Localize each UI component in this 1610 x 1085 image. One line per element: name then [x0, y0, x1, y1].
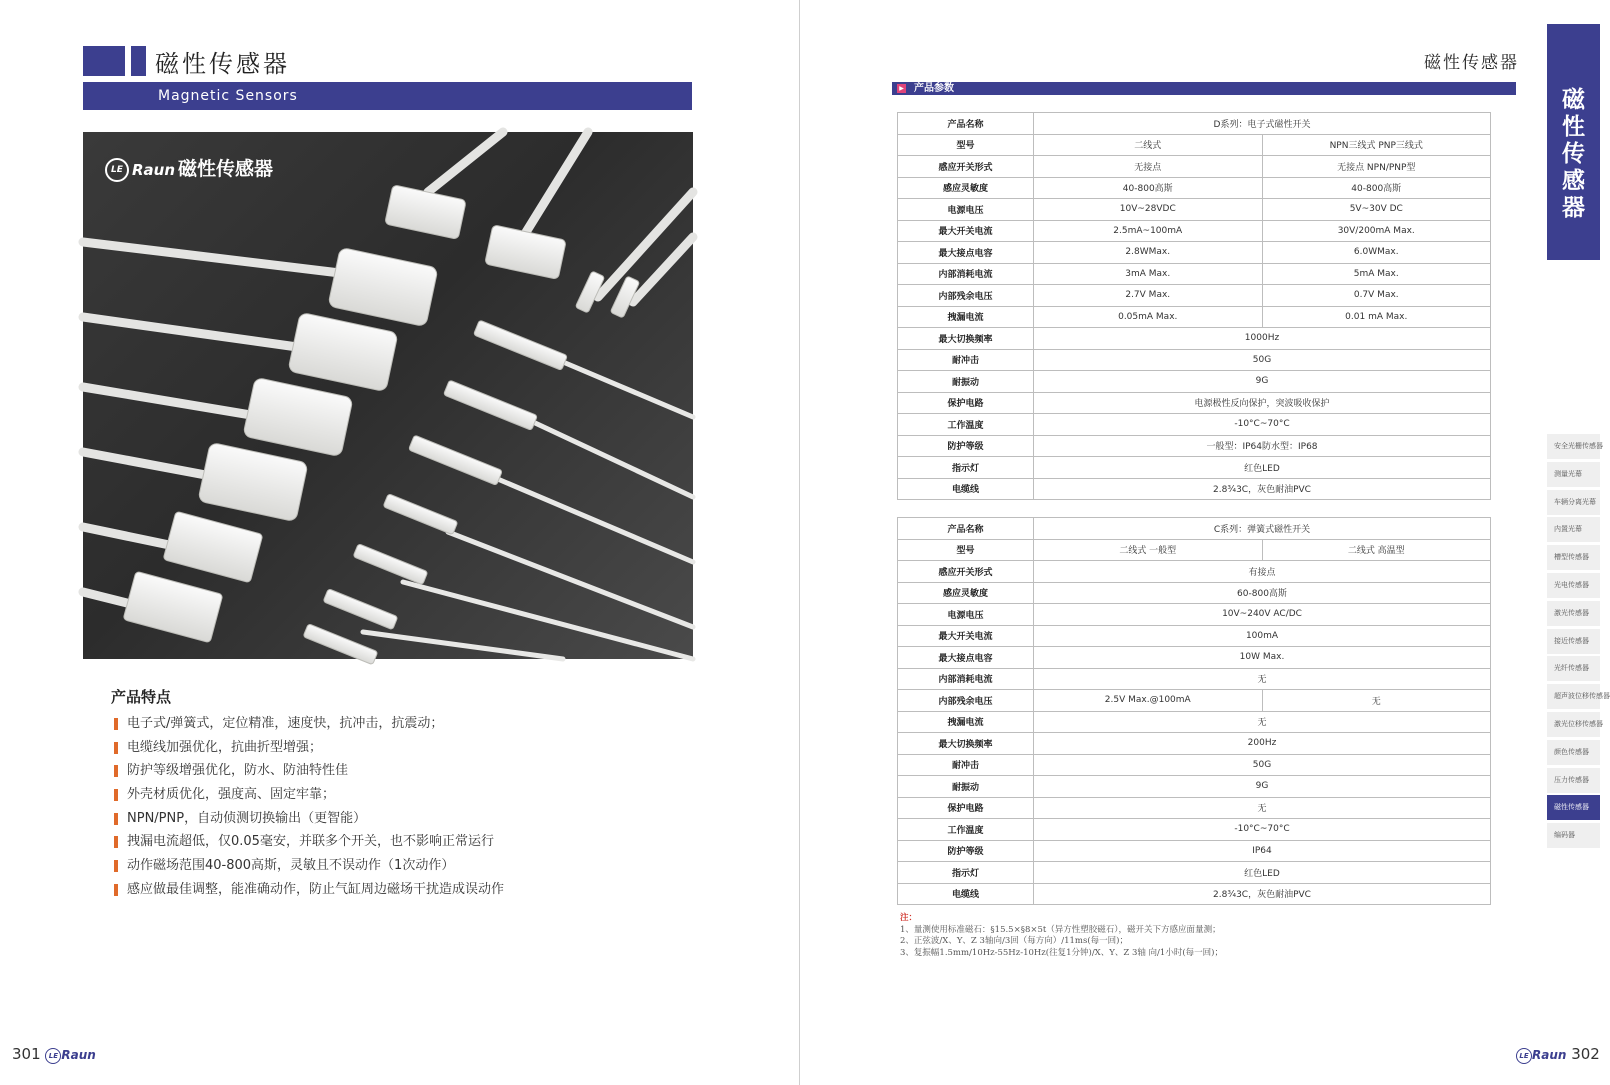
spec-key: 耐振动 [898, 776, 1034, 798]
brand-mark-icon: LE [1516, 1048, 1532, 1064]
spec-value: 二线式 一般型 [1034, 539, 1263, 561]
spec-key: 感应灵敏度 [898, 582, 1034, 604]
spec-value: IP64 [1034, 840, 1491, 862]
spec-row [898, 392, 1491, 414]
page-number-left [12, 1045, 96, 1064]
side-nav-item[interactable]: 颜色传感器 [1547, 740, 1600, 765]
spec-key: 内部残余电压 [898, 690, 1034, 712]
brand-name: Raun [132, 161, 176, 179]
spec-row [898, 797, 1491, 819]
spec-row [898, 414, 1491, 436]
note-line: 1、量测使用标准磁石：§15.5×§8×5t（异方性塑胶磁石），磁开关下方感应面量测； [900, 924, 1221, 935]
spec-row [898, 199, 1491, 221]
spec-value: 2.8¾3C，灰色耐油PVC [1034, 478, 1491, 500]
side-category-char: 传 [1562, 141, 1585, 167]
spec-value: 10V~28VDC [1034, 199, 1263, 221]
side-category-char: 感 [1562, 168, 1585, 194]
feature-item: 外壳材质优化，强度高、固定牢靠； [111, 783, 504, 807]
page-number: 301 [12, 1045, 41, 1063]
title-accent-block [83, 46, 125, 76]
spec-value: 2.7V Max. [1034, 285, 1263, 307]
spec-value: 9G [1034, 371, 1491, 393]
side-category-tab [1547, 24, 1600, 260]
spec-row [898, 177, 1491, 199]
spec-key: 最大开关电流 [898, 625, 1034, 647]
side-nav-item[interactable]: 光电传感器 [1547, 573, 1600, 598]
side-category-char: 性 [1562, 114, 1585, 140]
page-title: 磁性传感器 [155, 50, 290, 78]
spec-row [898, 819, 1491, 841]
spec-key: 防护等级 [898, 435, 1034, 457]
spec-row [898, 134, 1491, 156]
feature-item: 电子式/弹簧式，定位精准，速度快，抗冲击，抗震动； [111, 712, 504, 736]
side-nav-item[interactable]: 光纤传感器 [1547, 656, 1600, 681]
spec-value: -10°C~70°C [1034, 819, 1491, 841]
spec-row [898, 328, 1491, 350]
spec-key: 工作温度 [898, 414, 1034, 436]
spec-value: 电源极性反向保护，突波吸收保护 [1034, 392, 1491, 414]
spec-value: 200Hz [1034, 733, 1491, 755]
spec-value: 有接点 [1034, 561, 1491, 583]
spec-value: 30V/200mA Max. [1262, 220, 1491, 242]
spec-key: 电缆线 [898, 883, 1034, 905]
sensor-photo-illustration [83, 132, 693, 659]
spec-key: 最大接点电容 [898, 242, 1034, 264]
footer-logo [1516, 1048, 1566, 1062]
spec-value: 1000Hz [1034, 328, 1491, 350]
feature-item: NPN/PNP，自动侦测切换输出（更智能） [111, 807, 504, 831]
spec-row [898, 435, 1491, 457]
spec-value: 0.7V Max. [1262, 285, 1491, 307]
spec-row [898, 539, 1491, 561]
spec-key: 感应开关形式 [898, 561, 1034, 583]
spec-value: 50G [1034, 349, 1491, 371]
spec-key: 工作温度 [898, 819, 1034, 841]
features-list [111, 712, 504, 902]
side-category-char: 磁 [1562, 87, 1585, 113]
spec-row [898, 625, 1491, 647]
spec-row [898, 776, 1491, 798]
spec-table-d-series [897, 112, 1491, 500]
spec-value: 无接点 [1034, 156, 1263, 178]
spec-row [898, 561, 1491, 583]
side-nav-item[interactable]: 压力传感器 [1547, 768, 1600, 793]
spec-value: 3mA Max. [1034, 263, 1263, 285]
spec-value: 5V~30V DC [1262, 199, 1491, 221]
brand-mark-icon: LE [105, 158, 129, 182]
spec-key: 拽漏电流 [898, 711, 1034, 733]
spec-value: 无接点 NPN/PNP型 [1262, 156, 1491, 178]
spec-key: 产品名称 [898, 518, 1034, 540]
spec-value: 2.5V Max.@100mA [1034, 690, 1263, 712]
spec-value: 二线式 [1034, 134, 1263, 156]
spec-key: 电源电压 [898, 199, 1034, 221]
spec-key: 内部消耗电流 [898, 263, 1034, 285]
spec-row [898, 285, 1491, 307]
spec-row [898, 840, 1491, 862]
spec-row [898, 582, 1491, 604]
spec-table-c-series [897, 517, 1491, 905]
photo-caption: 磁性传感器 [178, 158, 274, 180]
spec-row [898, 113, 1491, 135]
spec-value: 40-800高斯 [1034, 177, 1263, 199]
side-nav-item[interactable]: 接近传感器 [1547, 629, 1600, 654]
spec-key: 防护等级 [898, 840, 1034, 862]
section-banner [892, 82, 1516, 95]
page-subtitle: Magnetic Sensors [158, 88, 298, 104]
spec-row [898, 457, 1491, 479]
spec-key: 保护电路 [898, 797, 1034, 819]
side-nav-item[interactable]: 激光传感器 [1547, 601, 1600, 626]
feature-item: 动作磁场范围40-800高斯，灵敏且不误动作（1次动作） [111, 854, 504, 878]
spec-key: 内部残余电压 [898, 285, 1034, 307]
side-nav-item[interactable]: 编码器 [1547, 823, 1600, 848]
spec-key: 感应灵敏度 [898, 177, 1034, 199]
spec-value: NPN三线式 PNP三线式 [1262, 134, 1491, 156]
spec-key: 内部消耗电流 [898, 668, 1034, 690]
spec-value: 无 [1034, 668, 1491, 690]
spec-key: 感应开关形式 [898, 156, 1034, 178]
spec-key: 型号 [898, 539, 1034, 561]
side-nav-item[interactable]: 激光位移传感器 [1547, 712, 1600, 737]
side-nav-item[interactable]: 磁性传感器 [1547, 795, 1600, 820]
spec-row [898, 668, 1491, 690]
spec-value: 10W Max. [1034, 647, 1491, 669]
spec-value: 5mA Max. [1262, 263, 1491, 285]
spec-row [898, 349, 1491, 371]
side-nav-item[interactable]: 车辆分离光幕 [1547, 490, 1600, 515]
spec-value: -10°C~70°C [1034, 414, 1491, 436]
notes-title: 注： [900, 913, 918, 923]
spec-row [898, 862, 1491, 884]
spec-row [898, 156, 1491, 178]
spec-value: 2.8WMax. [1034, 242, 1263, 264]
spec-value: 一般型：IP64防水型：IP68 [1034, 435, 1491, 457]
spec-row [898, 371, 1491, 393]
spec-key: 最大切换频率 [898, 328, 1034, 350]
spec-row [898, 518, 1491, 540]
spec-key: 产品名称 [898, 113, 1034, 135]
spec-value: 100mA [1034, 625, 1491, 647]
spec-key: 最大接点电容 [898, 647, 1034, 669]
spec-row [898, 733, 1491, 755]
spec-key: 最大切换频率 [898, 733, 1034, 755]
spec-value: 0.01 mA Max. [1262, 306, 1491, 328]
brand-name: Raun [61, 1048, 96, 1062]
side-nav-item[interactable]: 槽型传感器 [1547, 545, 1600, 570]
note-line: 2、正弦波/X、Y、Z 3轴向/3回（每方向）/11ms(每一回)； [900, 936, 1128, 946]
spec-key: 电缆线 [898, 478, 1034, 500]
spec-row [898, 263, 1491, 285]
spec-value: 60-800高斯 [1034, 582, 1491, 604]
right-page-title: 磁性传感器 [1424, 53, 1519, 73]
spec-row [898, 306, 1491, 328]
spec-value: 6.0WMax. [1262, 242, 1491, 264]
spec-value: 50G [1034, 754, 1491, 776]
page-number-right [1516, 1045, 1600, 1064]
spec-key: 指示灯 [898, 457, 1034, 479]
spec-value: 9G [1034, 776, 1491, 798]
spec-value: 10V~240V AC/DC [1034, 604, 1491, 626]
side-category-char: 器 [1562, 195, 1585, 221]
product-photo [83, 132, 693, 659]
notes [900, 913, 1223, 959]
spec-value: 0.05mA Max. [1034, 306, 1263, 328]
spec-row [898, 604, 1491, 626]
spec-key: 型号 [898, 134, 1034, 156]
spec-value: 40-800高斯 [1262, 177, 1491, 199]
feature-item: 防护等级增强优化，防水、防油特性佳 [111, 759, 504, 783]
spec-value: 无 [1262, 690, 1491, 712]
feature-item: 感应做最佳调整，能准确动作，防止气缸周边磁场干扰造成误动作 [111, 878, 504, 902]
side-nav-item[interactable]: 安全光栅传感器 [1547, 434, 1600, 459]
spec-key: 最大开关电流 [898, 220, 1034, 242]
spec-value: C系列：弹簧式磁性开关 [1034, 518, 1491, 540]
title-accent-bar [131, 46, 146, 76]
note-line: 3、复振幅1.5mm/10Hz-55Hz-10Hz(往复1分钟)/X、Y、Z 3轴 向/1小时(每一回)； [900, 947, 1223, 958]
side-nav-item[interactable]: 超声波位移传感器 [1547, 684, 1600, 709]
brand-mark-icon: LE [45, 1048, 61, 1064]
page-divider [799, 0, 800, 1085]
spec-value: 红色LED [1034, 457, 1491, 479]
side-nav-item[interactable]: 内置光幕 [1547, 517, 1600, 542]
spec-value: 无 [1034, 711, 1491, 733]
spec-row [898, 754, 1491, 776]
feature-item: 拽漏电流超低，仅0.05毫安，并联多个开关，也不影响正常运行 [111, 830, 504, 854]
spec-row [898, 220, 1491, 242]
section-label: 产品参数 [914, 83, 954, 94]
spec-key: 耐冲击 [898, 349, 1034, 371]
spec-key: 电源电压 [898, 604, 1034, 626]
spec-key: 耐冲击 [898, 754, 1034, 776]
spec-row [898, 647, 1491, 669]
spec-row [898, 690, 1491, 712]
play-icon: ▶ [897, 84, 906, 93]
spec-value: 红色LED [1034, 862, 1491, 884]
spec-key: 指示灯 [898, 862, 1034, 884]
spec-value: D系列：电子式磁性开关 [1034, 113, 1491, 135]
spec-key: 保护电路 [898, 392, 1034, 414]
spec-row [898, 711, 1491, 733]
spec-key: 拽漏电流 [898, 306, 1034, 328]
features-heading: 产品特点 [111, 688, 172, 706]
spec-row [898, 478, 1491, 500]
spec-row [898, 242, 1491, 264]
spec-row [898, 883, 1491, 905]
spec-value: 无 [1034, 797, 1491, 819]
feature-item: 电缆线加强优化，抗曲折型增强； [111, 736, 504, 760]
side-nav-item[interactable]: 测量光幕 [1547, 462, 1600, 487]
footer-logo [45, 1048, 95, 1062]
spec-key: 耐振动 [898, 371, 1034, 393]
page-number: 302 [1571, 1045, 1600, 1063]
side-nav [1547, 434, 1610, 851]
brand-name: Raun [1532, 1048, 1567, 1062]
spec-value: 2.5mA~100mA [1034, 220, 1263, 242]
photo-brand-logo [105, 154, 273, 182]
spec-value: 2.8¾3C，灰色耐油PVC [1034, 883, 1491, 905]
spec-value: 二线式 高温型 [1262, 539, 1491, 561]
